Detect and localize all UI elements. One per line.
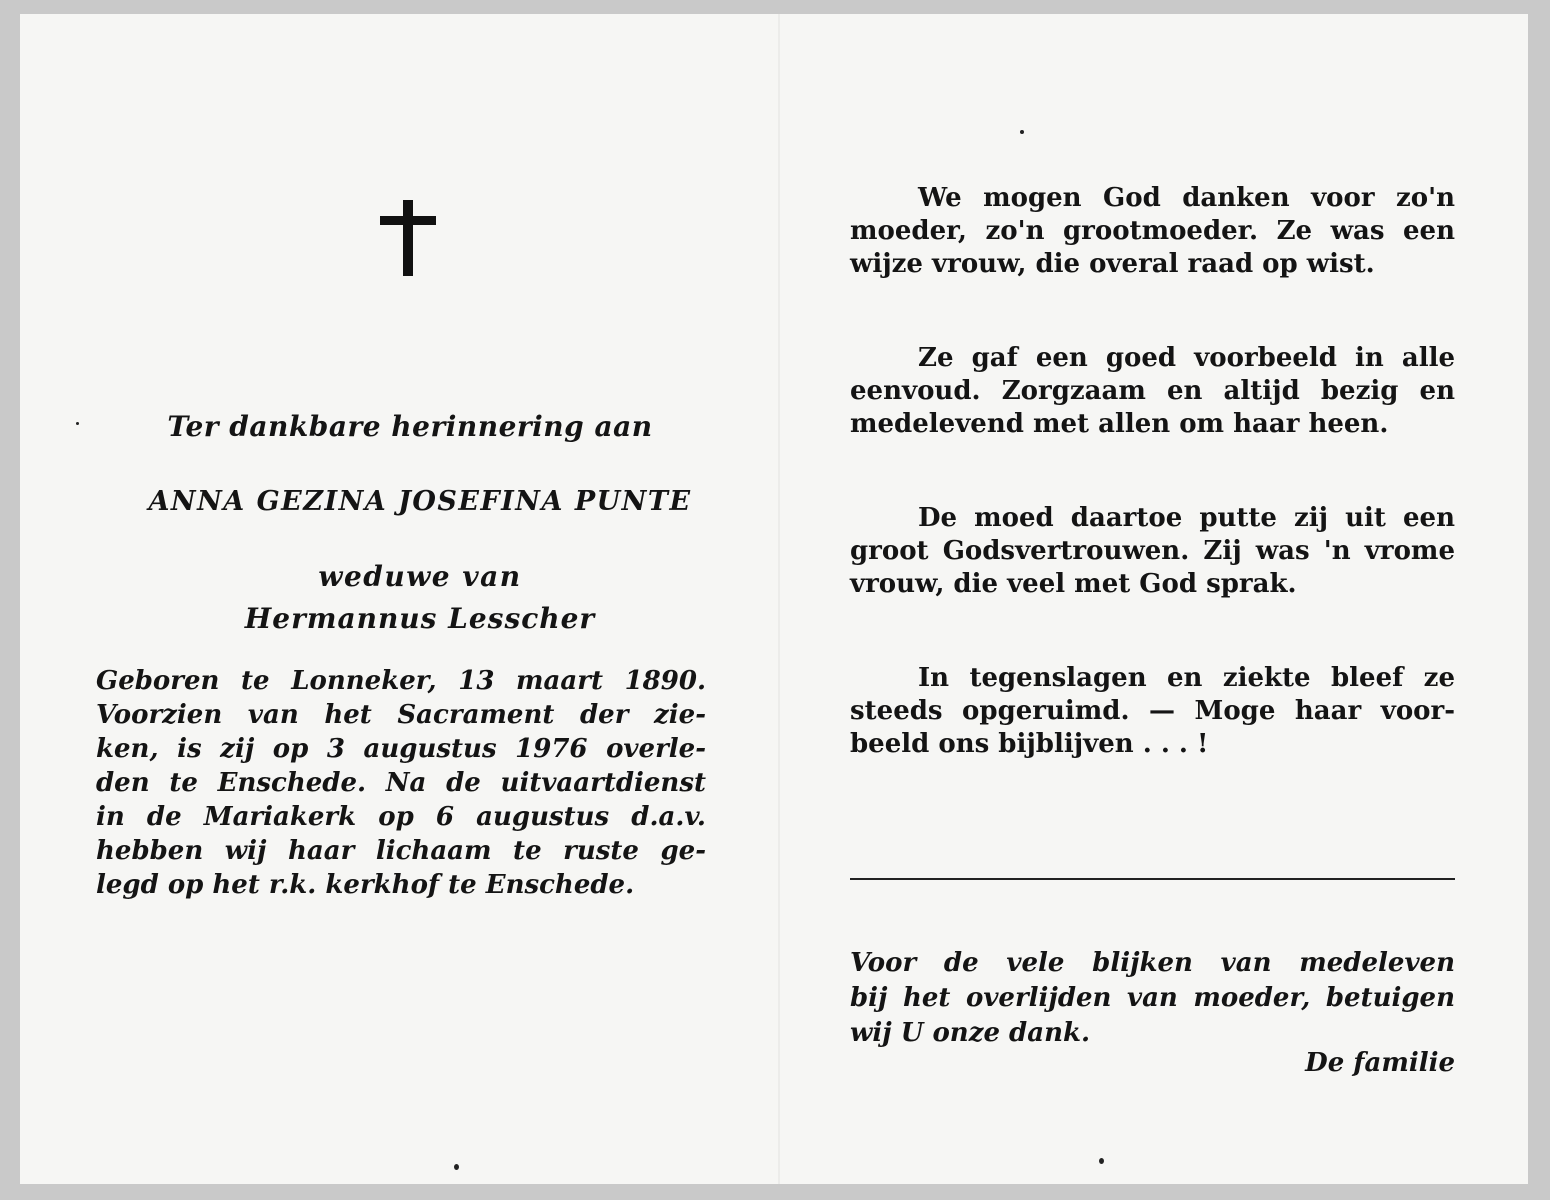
print-speck: [454, 1164, 459, 1170]
bio-line: hebben wij haar lichaam te ruste ge-: [96, 836, 706, 866]
memorial-card: [20, 14, 1528, 1184]
divider-line: [850, 878, 1455, 880]
tribute-line: wijze vrouw, die overal raad op wist.: [850, 249, 1375, 279]
memorial-intro: Ter dankbare herinnering aan: [167, 410, 653, 443]
tribute-line: groot Godsvertrouwen. Zij was 'n vrome: [850, 536, 1455, 566]
tribute-line: In tegenslagen en ziekte bleef ze: [918, 663, 1455, 693]
bio-line: Geboren te Lonneker, 13 maart 1890.: [96, 666, 706, 696]
cross-icon: [380, 200, 436, 276]
bio-line: legd op het r.k. kerkhof te Enschede.: [96, 870, 635, 900]
tribute-line: We mogen God danken voor zo'n: [918, 183, 1455, 213]
thanks-note: [850, 946, 1455, 1051]
cross-horizontal-bar: [380, 216, 436, 225]
deceased-name: ANNA GEZINA JOSEFINA PUNTE: [148, 486, 692, 517]
tribute-line: beeld ons bijblijven . . . !: [850, 729, 1209, 759]
thanks-line: bij het overlijden van moeder, betuigen: [850, 983, 1455, 1013]
bio-line: ken, is zij op 3 augustus 1976 overle-: [96, 734, 706, 764]
family-signature: De familie: [1305, 1048, 1455, 1078]
bio-line: den te Enschede. Na de uitvaartdienst: [96, 768, 706, 798]
bio-line: in de Mariakerk op 6 augustus d.a.v.: [96, 802, 706, 832]
print-speck: [76, 422, 79, 425]
husband-name: Hermannus Lesscher: [244, 602, 596, 635]
tribute-line: moeder, zo'n grootmoeder. Ze was een: [850, 216, 1455, 246]
tribute-line: vrouw, die veel met God sprak.: [850, 569, 1297, 599]
tribute-paragraph-1: [850, 182, 1455, 281]
tribute-paragraph-2: [850, 342, 1455, 441]
tribute-line: Ze gaf een goed voorbeeld in alle: [918, 343, 1455, 373]
biography: [96, 664, 706, 902]
tribute-paragraph-3: [850, 502, 1455, 601]
tribute-line: steeds opgeruimd. — Moge haar voor-: [850, 696, 1455, 726]
tribute-line: eenvoud. Zorgzaam en altijd bezig en: [850, 376, 1455, 406]
cross-vertical-bar: [403, 200, 413, 276]
tribute-paragraph-4: [850, 662, 1455, 761]
tribute-line: medelevend met allen om haar heen.: [850, 409, 1389, 439]
thanks-line: Voor de vele blijken van medeleven: [850, 948, 1455, 978]
bio-line: Voorzien van het Sacrament der zie-: [96, 700, 706, 730]
widow-of-label: weduwe van: [318, 560, 522, 593]
tribute-line: De moed daartoe putte zij uit een: [918, 503, 1455, 533]
thanks-line: wij U onze dank.: [850, 1018, 1091, 1048]
left-panel: [20, 14, 778, 1184]
